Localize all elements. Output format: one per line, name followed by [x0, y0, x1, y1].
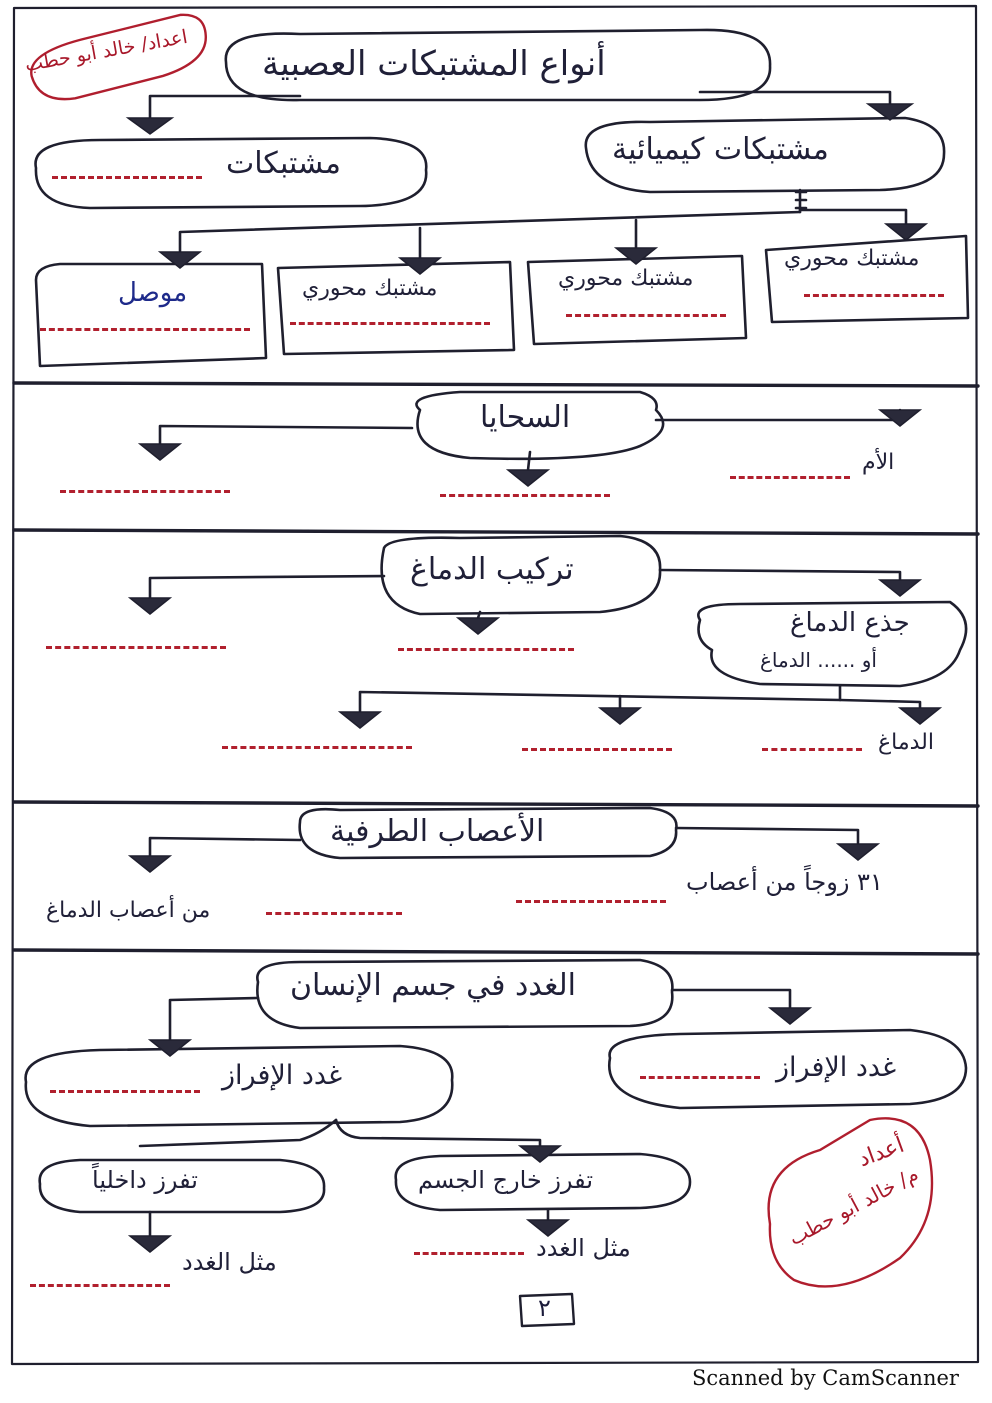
corner-credit: اعداد/ خالد أبو حطب [23, 25, 190, 77]
synapses-right-branch: مشتبكات كيميائية [612, 132, 829, 167]
subtype-box-1-label: موصل [118, 278, 188, 308]
scanner-footer: Scanned by CamScanner [692, 1366, 959, 1390]
glands-left-box-blank [50, 1090, 200, 1093]
blank-electrical-type [52, 176, 202, 179]
glands-left-box: غدد الإفراز [222, 1060, 343, 1091]
brainstem-right-label: الدماغ [878, 730, 934, 755]
glands-example-right-blank [414, 1252, 524, 1255]
subtype-box-3-blank [566, 314, 726, 317]
glands-right-box-blank [640, 1076, 760, 1079]
peripheral-title: الأعصاب الطرفية [330, 814, 545, 849]
subtype-box-4-label: مشتبك محوري [784, 246, 920, 271]
meninges-title: السحايا [480, 400, 571, 435]
glands-internal-box: تفرز داخلياً [92, 1166, 198, 1194]
signature-line2: م/ خالد أبو حطب [784, 1161, 923, 1251]
subtype-box-3-label: مشتبك محوري [558, 266, 694, 291]
meninges-blank-right [730, 476, 850, 479]
subtype-box-4-blank [804, 294, 944, 297]
meninges-right-label: الأم [862, 450, 895, 475]
peripheral-right-label: ٣١ زوجاً من أعصاب [686, 868, 883, 896]
synapses-left-branch: مشتبكات [226, 146, 341, 181]
brainstem-blank-middle [522, 748, 672, 751]
subtype-box-2-label: مشتبك محوري [302, 276, 438, 301]
peripheral-blank-left [266, 912, 402, 915]
glands-example-left: مثل الغدد [182, 1248, 277, 1276]
subtype-box-2-blank [290, 322, 490, 325]
peripheral-left-label: من أعصاب الدماغ [46, 898, 211, 923]
glands-title: الغدد في جسم الإنسان [290, 968, 577, 1003]
meninges-blank-left [60, 490, 230, 493]
brainstem-blank-right [762, 748, 862, 751]
page-number: ٢ [538, 1294, 551, 1322]
brainstem-box-line2: أو ...... الدماغ [760, 648, 877, 672]
brain-title: تركيب الدماغ [410, 552, 574, 587]
brainstem-blank-left [222, 746, 412, 749]
synapses-title: أنواع المشتبكات العصبية [262, 44, 606, 84]
glands-right-box: غدد الإفراز [776, 1052, 897, 1083]
signature-line1: أعداد [855, 1132, 908, 1173]
meninges-blank-middle [440, 494, 610, 497]
peripheral-blank-right [516, 900, 666, 903]
glands-example-left-blank [30, 1284, 170, 1287]
glands-example-right: مثل الغدد [536, 1234, 631, 1262]
subtype-box-1-blank [40, 328, 250, 331]
brainstem-box-line1: جذع الدماغ [790, 608, 910, 638]
glands-external-box: تفرز خارج الجسم [418, 1166, 593, 1194]
brain-blank-middle [398, 648, 574, 651]
brain-blank-left [46, 646, 226, 649]
